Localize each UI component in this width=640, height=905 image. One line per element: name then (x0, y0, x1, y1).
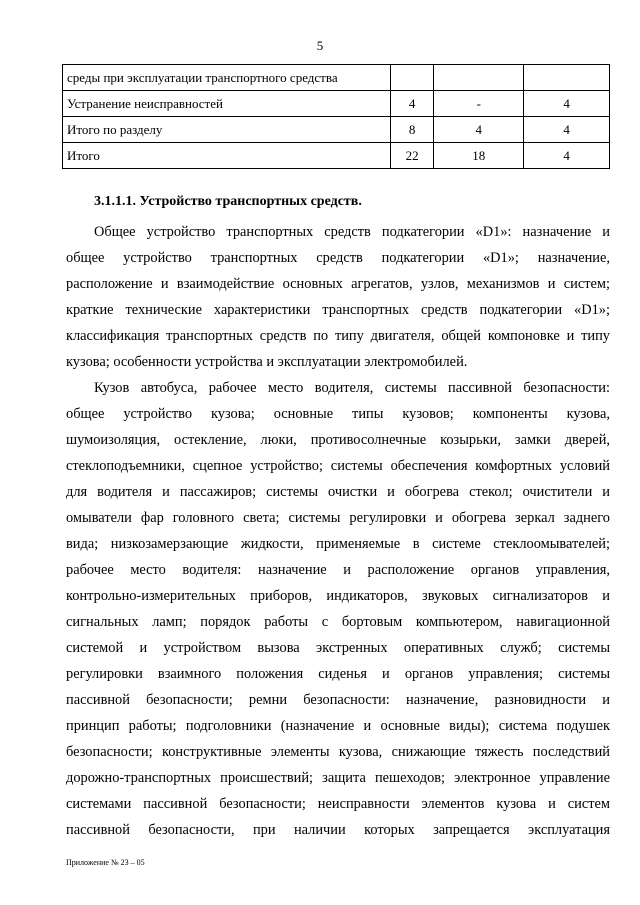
value-cell: 18 (434, 143, 524, 169)
text-line: рабочее место водителя: назначение и расположение органов управления, (66, 562, 610, 578)
text-line: системами пассивной безопасности; неисправности элементов кузова и систем (66, 796, 610, 812)
value-cell: 22 (390, 143, 433, 169)
footer-appendix-label: Приложение № 23 – 05 (66, 858, 145, 867)
value-cell: 4 (434, 117, 524, 143)
value-cell (434, 65, 524, 91)
page-number: 5 (316, 38, 324, 53)
text-line: безопасности; конструктивные элементы кузова, снижающие тяжесть последствий (66, 744, 610, 760)
text-line: регулировки взаимного положения сиденья и органов управления; системы (66, 666, 610, 682)
value-cell: 4 (390, 91, 433, 117)
value-cell: 8 (390, 117, 433, 143)
text-line: пассивной безопасности, при наличии которых запрещается эксплуатация (66, 822, 610, 838)
text-line: системой и устройством вызова экстренных оперативных служб; системы (66, 640, 610, 656)
text-line: сигнальных ламп; порядок работы с бортовым компьютером, навигационной (66, 614, 610, 630)
section-heading: 3.1.1.1. Устройство транспортных средств. (94, 194, 362, 209)
text-line: вида; низкозамерзающие жидкости, применяемые в системе стеклоомывателей; (66, 536, 610, 552)
text-line: общее устройство транспортных средств подкатегории «D1»; назначение, (66, 250, 610, 266)
text-line: шумоизоляция, остекление, люки, противосолнечные козырьки, замки дверей, (66, 432, 610, 448)
value-cell (524, 65, 610, 91)
text-line: кузова; особенности устройства и эксплуатации электромобилей. (66, 354, 468, 370)
row-name-cell: среды при эксплуатации транспортного средства (63, 65, 391, 91)
text-line: принцип работы; подголовники (назначение и основные виды); система подушек (66, 718, 610, 734)
row-name-cell: Итого (63, 143, 391, 169)
table-row (63, 117, 610, 143)
text-line: краткие технические характеристики транспортных средств подкатегории «D1»; (66, 302, 610, 318)
value-cell: - (434, 91, 524, 117)
text-line: пассивной безопасности; ремни безопасности: назначение, разновидности и (66, 692, 610, 708)
value-cell (390, 65, 433, 91)
text-line: классификация транспортных средств по типу двигателя, общей компоновке и типу (66, 328, 610, 344)
hours-table (62, 64, 610, 169)
paragraph-vehicle-structure (66, 219, 610, 375)
table-row (63, 65, 610, 91)
text-line: дорожно-транспортных происшествий; защита пешеходов; электронное управление (66, 770, 610, 786)
value-cell: 4 (524, 91, 610, 117)
text-line: Кузов автобуса, рабочее место водителя, системы пассивной безопасности: (94, 380, 610, 396)
text-line: контрольно-измерительных приборов, индикаторов, звуковых сигнализаторов и (66, 588, 610, 604)
paragraph-bus-body (66, 375, 610, 843)
text-line: для водителя и пассажиров; системы очистки и обогрева стекол; очистители и (66, 484, 610, 500)
value-cell: 4 (524, 143, 610, 169)
text-line: общее устройство кузова; основные типы кузовов; компоненты кузова, (66, 406, 610, 422)
table-row (63, 91, 610, 117)
text-line: расположение и взаимодействие основных агрегатов, узлов, механизмов и систем; (66, 276, 610, 292)
row-name-cell: Устранение неисправностей (63, 91, 391, 117)
text-line: Общее устройство транспортных средств подкатегории «D1»: назначение и (94, 224, 610, 240)
text-line: стеклоподъемники, сцепное устройство; системы обеспечения комфортных условий (66, 458, 610, 474)
row-name-cell: Итого по разделу (63, 117, 391, 143)
value-cell: 4 (524, 117, 610, 143)
table-row (63, 143, 610, 169)
text-line: омыватели фар головного света; системы регулировки и обогрева зеркал заднего (66, 510, 610, 526)
